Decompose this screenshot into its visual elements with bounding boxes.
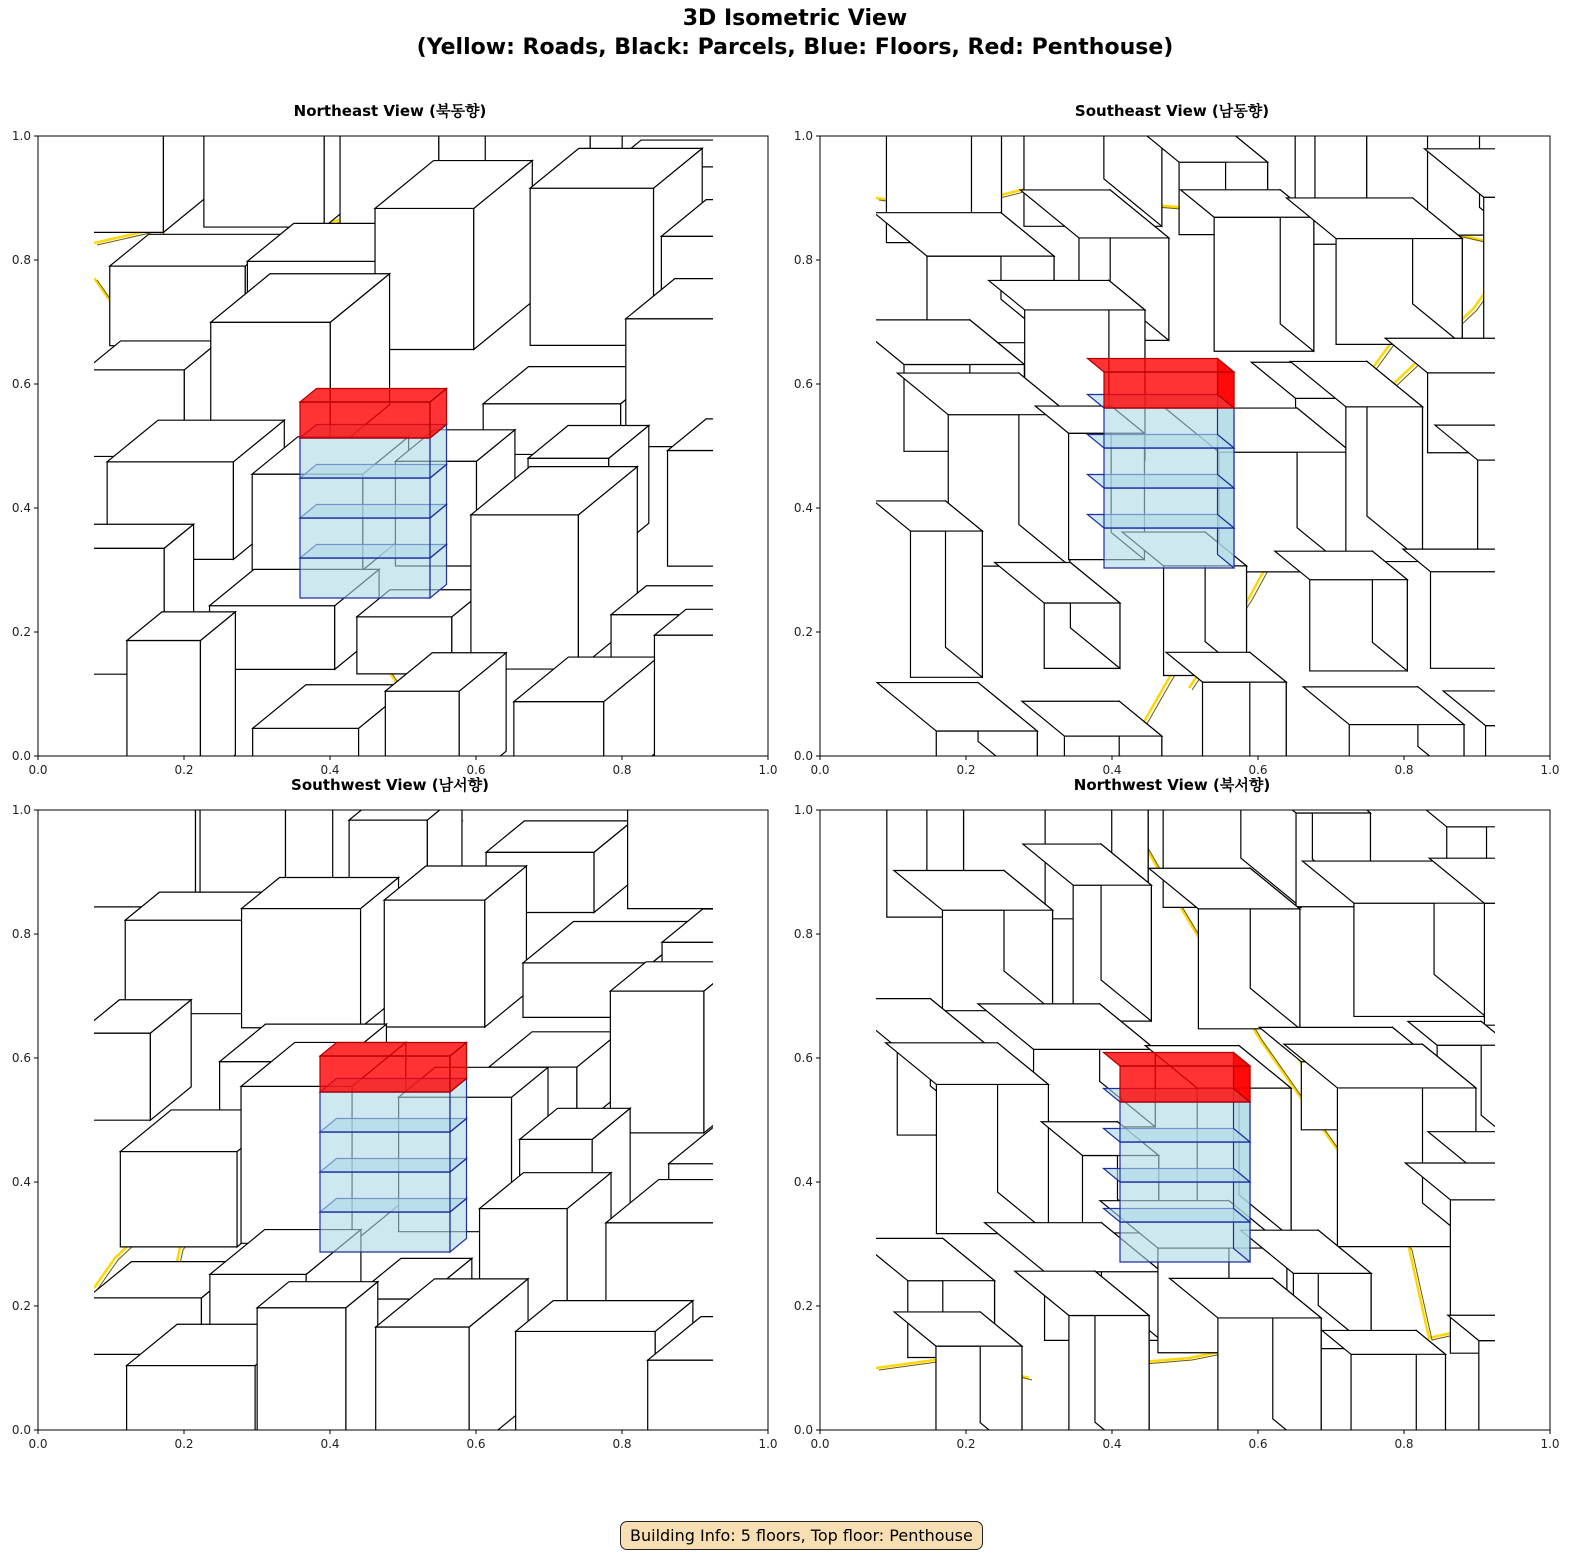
box-side-face bbox=[1517, 549, 1545, 668]
x-tick-label: 0.8 bbox=[612, 1437, 632, 1451]
box-front-face bbox=[320, 1172, 450, 1212]
x-tick-label: 0.0 bbox=[28, 763, 48, 777]
view-plot bbox=[782, 128, 1582, 828]
box-side-face bbox=[1560, 1132, 1582, 1237]
box-front-face bbox=[300, 438, 430, 478]
box-front-face bbox=[1120, 1066, 1250, 1102]
target-building bbox=[300, 389, 447, 599]
panel-title: Southwest View (남서향) bbox=[291, 776, 489, 794]
x-tick-label: 1.0 bbox=[758, 763, 778, 777]
x-tick-label: 0.4 bbox=[1102, 1437, 1122, 1451]
box-side-face bbox=[1574, 1315, 1582, 1463]
parcel-building bbox=[375, 161, 532, 350]
penthouse-level bbox=[300, 389, 447, 439]
view-plot bbox=[0, 128, 800, 828]
southeast-view-panel bbox=[782, 102, 1582, 828]
box-side-face bbox=[1546, 425, 1582, 558]
parcel-building bbox=[384, 866, 526, 1027]
box-top-face bbox=[320, 1043, 467, 1057]
parcel-building bbox=[610, 962, 739, 1133]
y-tick-label: 0.2 bbox=[793, 1299, 813, 1313]
box-front-face bbox=[1120, 1222, 1250, 1262]
y-tick-label: 0.8 bbox=[11, 927, 31, 941]
box-front-face bbox=[668, 450, 768, 566]
x-tick-label: 0.2 bbox=[174, 1437, 194, 1451]
box-front-face bbox=[1120, 1102, 1250, 1142]
northeast-view-panel bbox=[0, 102, 800, 828]
x-tick-label: 0.6 bbox=[466, 763, 486, 777]
figure-title bbox=[0, 4, 1590, 62]
southwest-view-panel bbox=[0, 776, 800, 1502]
box-front-face bbox=[320, 1132, 450, 1172]
x-tick-label: 0.4 bbox=[320, 1437, 340, 1451]
box-side-face bbox=[1499, 338, 1541, 453]
box-front-face bbox=[320, 1212, 450, 1252]
y-tick-label: 1.0 bbox=[793, 129, 813, 143]
x-tick-label: 0.4 bbox=[1102, 763, 1122, 777]
box-top-face bbox=[204, 128, 360, 132]
y-tick-label: 0.4 bbox=[11, 1175, 31, 1189]
box-side-face bbox=[346, 1282, 378, 1466]
penthouse-level bbox=[1088, 359, 1235, 409]
box-front-face bbox=[79, 1033, 151, 1120]
box-top-face bbox=[1104, 1053, 1251, 1067]
box-front-face bbox=[300, 478, 430, 518]
box-front-face bbox=[300, 558, 430, 598]
x-tick-label: 0.0 bbox=[810, 763, 830, 777]
parcel-building bbox=[257, 1282, 378, 1466]
box-front-face bbox=[1104, 408, 1234, 448]
y-tick-label: 0.6 bbox=[793, 1051, 813, 1065]
y-tick-label: 1.0 bbox=[11, 803, 31, 817]
box-front-face bbox=[1120, 1182, 1250, 1222]
box-side-face bbox=[730, 609, 762, 776]
parcel-building bbox=[628, 802, 779, 909]
penthouse-level bbox=[1104, 1053, 1251, 1103]
y-tick-label: 0.4 bbox=[11, 501, 31, 515]
y-tick-label: 0.6 bbox=[11, 377, 31, 391]
box-front-face bbox=[628, 802, 744, 909]
y-tick-label: 0.0 bbox=[793, 749, 813, 763]
x-tick-label: 0.6 bbox=[1248, 763, 1268, 777]
y-tick-label: 0.2 bbox=[793, 625, 813, 639]
box-front-face bbox=[204, 132, 324, 227]
parcel-building bbox=[654, 609, 762, 776]
x-tick-label: 1.0 bbox=[1540, 763, 1560, 777]
y-tick-label: 0.0 bbox=[11, 1423, 31, 1437]
figure-title-line2: (Yellow: Roads, Black: Parcels, Blue: Floors, Red: Penthouse) bbox=[416, 35, 1174, 60]
x-tick-label: 0.2 bbox=[174, 763, 194, 777]
box-front-face bbox=[300, 402, 430, 438]
box-front-face bbox=[1430, 572, 1544, 669]
x-tick-label: 0.2 bbox=[956, 763, 976, 777]
box-front-face bbox=[654, 635, 730, 776]
view-plot bbox=[782, 802, 1582, 1502]
view-plot bbox=[0, 802, 800, 1502]
box-side-face bbox=[704, 962, 740, 1133]
box-side-face bbox=[1501, 149, 1560, 347]
parcel-building bbox=[242, 877, 399, 1027]
parcel-building bbox=[204, 128, 360, 227]
box-front-face bbox=[1120, 1142, 1250, 1182]
box-side-face bbox=[200, 612, 235, 783]
box-front-face bbox=[1478, 460, 1582, 558]
y-tick-label: 0.0 bbox=[11, 749, 31, 763]
x-tick-label: 0.6 bbox=[466, 1437, 486, 1451]
panel-title: Southeast View (남동향) bbox=[1074, 102, 1270, 120]
box-side-face bbox=[730, 586, 765, 683]
y-tick-label: 0.2 bbox=[11, 1299, 31, 1313]
northwest-view-panel bbox=[782, 776, 1582, 1502]
x-tick-label: 0.8 bbox=[1394, 763, 1414, 777]
box-top-face bbox=[65, 802, 229, 806]
target-building bbox=[1104, 1053, 1251, 1263]
box-front-face bbox=[1484, 903, 1582, 1025]
box-side-face bbox=[715, 1180, 768, 1348]
box-front-face bbox=[516, 1331, 656, 1466]
y-tick-label: 0.4 bbox=[793, 1175, 813, 1189]
box-front-face bbox=[1104, 528, 1234, 568]
y-tick-label: 0.6 bbox=[11, 1051, 31, 1065]
box-front-face bbox=[320, 1056, 450, 1092]
y-tick-label: 0.8 bbox=[793, 253, 813, 267]
box-front-face bbox=[127, 640, 200, 783]
box-front-face bbox=[242, 909, 361, 1028]
x-tick-label: 0.0 bbox=[810, 1437, 830, 1451]
y-tick-label: 1.0 bbox=[11, 129, 31, 143]
box-front-face bbox=[120, 1152, 237, 1247]
x-tick-label: 0.2 bbox=[956, 1437, 976, 1451]
y-tick-label: 0.6 bbox=[793, 377, 813, 391]
box-side-face bbox=[1510, 1163, 1555, 1353]
box-front-face bbox=[1104, 488, 1234, 528]
x-tick-label: 1.0 bbox=[1540, 1437, 1560, 1451]
box-side-face bbox=[1556, 858, 1582, 1025]
box-top-face bbox=[1088, 359, 1235, 373]
x-tick-label: 0.8 bbox=[612, 763, 632, 777]
target-building bbox=[320, 1043, 467, 1253]
figure-title-line1: 3D Isometric View bbox=[682, 6, 908, 31]
box-front-face bbox=[1484, 197, 1560, 347]
box-front-face bbox=[384, 900, 485, 1027]
building-info-box: Building Info: 5 floors, Top floor: Penthouse bbox=[620, 1521, 983, 1550]
x-tick-label: 0.8 bbox=[1394, 1437, 1414, 1451]
y-tick-label: 0.0 bbox=[793, 1423, 813, 1437]
box-front-face bbox=[1104, 372, 1234, 408]
box-top-face bbox=[64, 128, 223, 135]
box-front-face bbox=[1104, 448, 1234, 488]
x-tick-label: 0.4 bbox=[320, 763, 340, 777]
y-tick-label: 0.8 bbox=[11, 253, 31, 267]
parcel-building bbox=[127, 612, 235, 783]
x-tick-label: 0.6 bbox=[1248, 1437, 1268, 1451]
box-top-face bbox=[300, 389, 447, 403]
box-front-face bbox=[471, 515, 578, 669]
target-building bbox=[1088, 359, 1235, 569]
box-front-face bbox=[64, 135, 163, 233]
panel-title: Northwest View (북서향) bbox=[1073, 776, 1271, 794]
x-tick-label: 1.0 bbox=[758, 1437, 778, 1451]
y-tick-label: 0.2 bbox=[11, 625, 31, 639]
box-front-face bbox=[300, 518, 430, 558]
x-tick-label: 0.0 bbox=[28, 1437, 48, 1451]
box-front-face bbox=[320, 1092, 450, 1132]
box-front-face bbox=[1479, 1341, 1582, 1464]
box-side-face bbox=[744, 802, 779, 909]
y-tick-label: 1.0 bbox=[793, 803, 813, 817]
y-tick-label: 0.8 bbox=[793, 927, 813, 941]
y-tick-label: 0.4 bbox=[793, 501, 813, 515]
parcel-building bbox=[668, 419, 800, 566]
panel-title: Northeast View (북동향) bbox=[293, 102, 487, 120]
penthouse-level bbox=[320, 1043, 467, 1093]
box-side-face bbox=[734, 140, 767, 235]
box-front-face bbox=[376, 1327, 469, 1453]
